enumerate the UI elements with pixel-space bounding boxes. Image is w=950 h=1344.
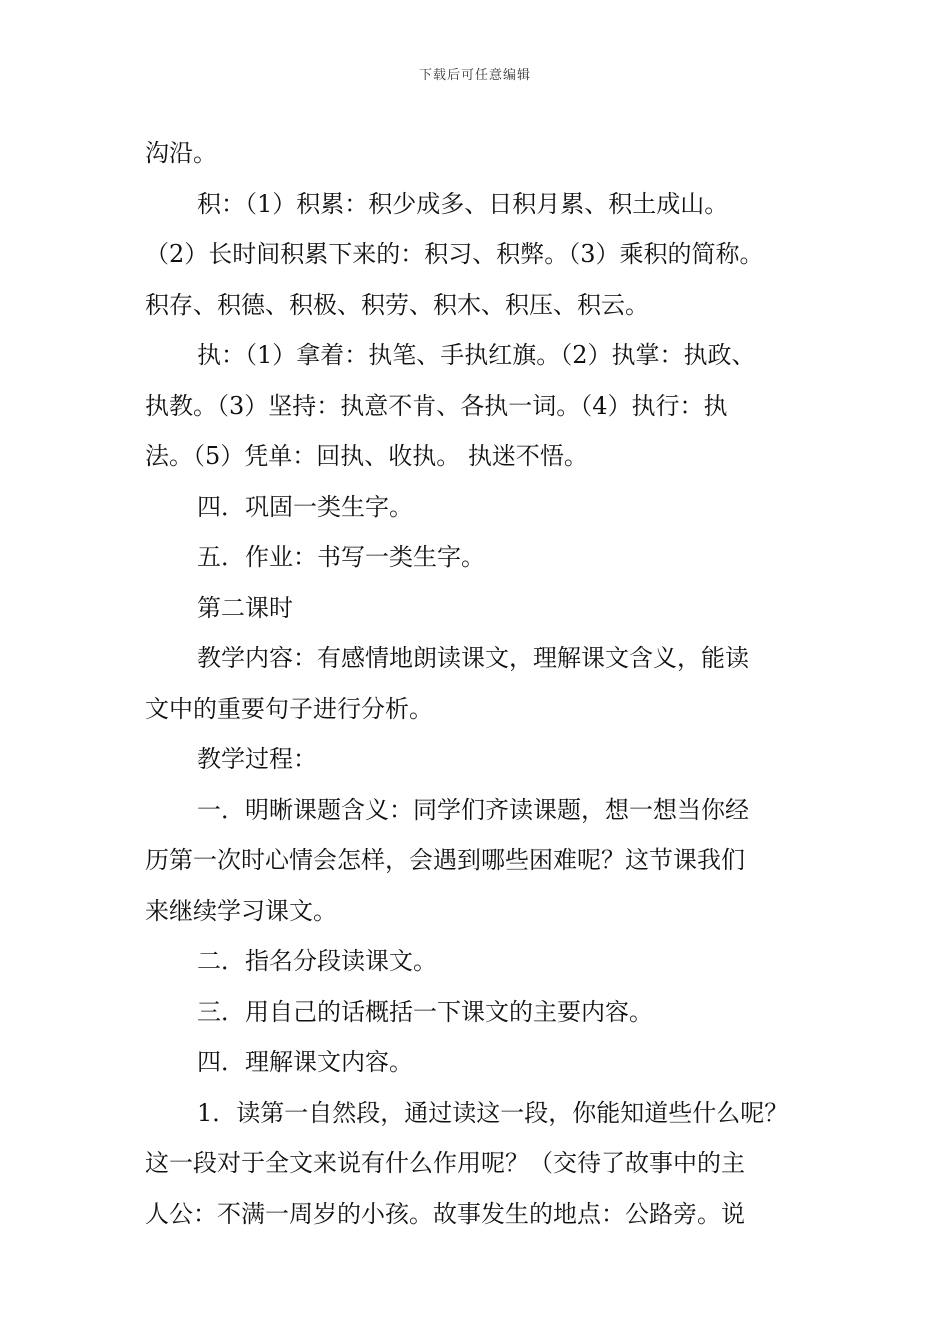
text-line: 三．用自己的话概括一下课文的主要内容。 xyxy=(197,997,653,1026)
text-line: 历第一次时心情会怎样，会遇到哪些困难呢？这节课我们 xyxy=(145,846,745,874)
text-line: 来继续学习课文。 xyxy=(145,896,337,925)
text-line: 法。（5）凭单：回执、收执。 执迷不悟。 xyxy=(145,442,588,470)
text-line: 人公：不满一周岁的小孩。故事发生的地点：公路旁。说 xyxy=(145,1199,745,1228)
text-line: 文中的重要句子进行分析。 xyxy=(145,694,433,723)
page-header: 下载后可任意编辑 xyxy=(418,68,531,83)
text-line: 四．理解课文内容。 xyxy=(197,1048,413,1076)
text-line: 这一段对于全文来说有什么作用呢？（交待了故事中的主 xyxy=(145,1149,745,1177)
section-heading: 第二课时 xyxy=(197,593,293,622)
document-body xyxy=(145,128,825,1239)
text-line: 一．明晰课题含义：同学们齐读课题，想一想当你经 xyxy=(197,795,749,824)
text-line: 四．巩固一类生字。 xyxy=(197,492,413,521)
text-line: （2）长时间积累下来的：积习、积弊。（3）乘积的简称。 xyxy=(145,240,764,268)
text-line: 教学内容：有感情地朗读课文，理解课文含义，能读 xyxy=(197,644,749,672)
text-line: 沟沿。 xyxy=(145,139,217,167)
text-line: 执教。（3）坚持：执意不肯、各执一词。（4）执行：执 xyxy=(145,391,728,420)
text-line: 积存、积德、积极、积劳、积木、积压、积云。 xyxy=(145,290,649,319)
text-line: 执：（1）拿着：执笔、手执红旗。（2）执掌：执政、 xyxy=(197,341,756,369)
text-line: 1．读第一自然段，通过读这一段，你能知道些什么呢？ xyxy=(197,1098,789,1127)
text-line: 积：（1）积累：积少成多、日积月累、积土成山。 xyxy=(197,189,729,218)
text-line: 二．指名分段读课文。 xyxy=(197,947,437,975)
text-line: 五．作业：书写一类生字。 xyxy=(197,543,485,571)
text-line: 教学过程： xyxy=(197,745,317,773)
